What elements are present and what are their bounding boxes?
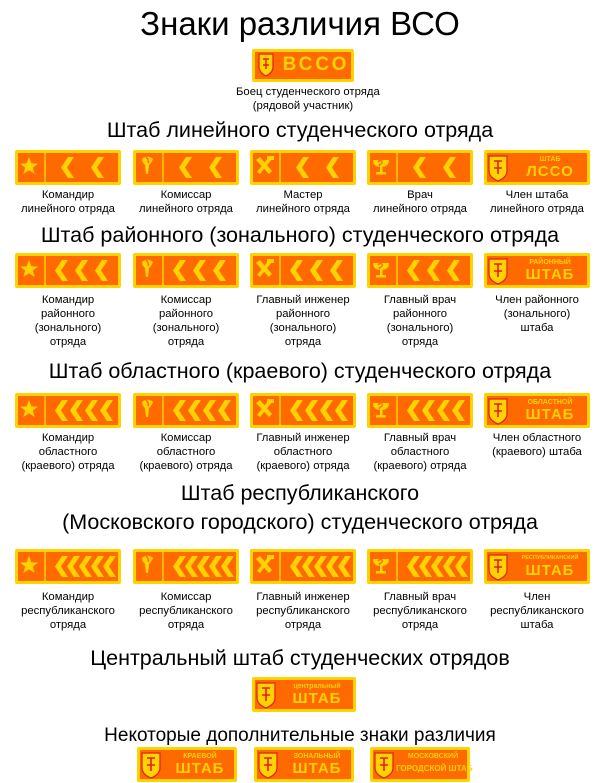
caption-line: (зонального) bbox=[503, 308, 571, 320]
caption-line: Член районного bbox=[495, 294, 579, 306]
caption-republican-2 bbox=[126, 590, 246, 632]
caption-linear-3 bbox=[243, 188, 363, 216]
section-heading-republican-line1: Штаб республиканского bbox=[180, 481, 420, 505]
badge-regional-member bbox=[484, 393, 590, 428]
caption-line: линейного отряда bbox=[490, 203, 584, 215]
section-heading-linear: Штаб линейного студенческого отряда bbox=[106, 118, 494, 142]
caption-line: Главный инженер bbox=[256, 591, 350, 603]
caption-line: районного bbox=[158, 308, 214, 320]
caption-line: отряда bbox=[167, 619, 205, 631]
badge-republican-2 bbox=[133, 549, 239, 584]
caption-line: отряда bbox=[49, 619, 87, 631]
badge-private bbox=[252, 49, 354, 82]
badge-small-text: РАЙОННЫЙ bbox=[529, 259, 571, 266]
caption-district-2 bbox=[126, 293, 246, 349]
caption-line: областного bbox=[156, 446, 216, 458]
section-heading-regional: Штаб областного (краевого) студенческого отряда bbox=[48, 359, 552, 383]
caption-regional-2 bbox=[126, 431, 246, 473]
badge-small-text: КРАЕВОЙ bbox=[183, 753, 217, 760]
badge-big-text: ШТАБ bbox=[525, 562, 575, 579]
badge-linear-2 bbox=[133, 150, 239, 185]
badge-regional-4 bbox=[367, 393, 473, 428]
vsso-emblem-icon bbox=[375, 753, 393, 778]
badge-big-text: ШТАБ bbox=[292, 760, 342, 777]
caption-line: Член штаба bbox=[505, 189, 569, 201]
section-heading-republican-line2: (Московского городского) студенческого отряда bbox=[62, 510, 538, 534]
badge-additional-2 bbox=[254, 747, 354, 782]
caption-line: областного bbox=[273, 446, 333, 458]
badge-big-text: ЛССО bbox=[526, 163, 574, 180]
badge-linear-3 bbox=[250, 150, 356, 185]
caption-line: Член bbox=[523, 591, 551, 603]
section-heading-district: Штаб районного (зонального) студенческого отряда bbox=[40, 223, 560, 247]
badge-republican-1 bbox=[15, 549, 121, 584]
caption-line: Командир bbox=[41, 591, 95, 603]
vsso-emblem-icon bbox=[489, 259, 507, 284]
badge-big-text: ГОРОДСКОЙ ШТАБ bbox=[396, 764, 473, 773]
caption-line: Комиссар bbox=[160, 189, 212, 201]
vsso-emblem-icon bbox=[259, 753, 277, 778]
caption-line: линейного отряда bbox=[139, 203, 233, 215]
caption-line: штаба bbox=[520, 619, 554, 631]
caption-line: линейного отряда bbox=[373, 203, 467, 215]
caption-line: районного bbox=[275, 308, 331, 320]
badge-text: ВССО bbox=[282, 54, 350, 75]
badge-regional-3 bbox=[250, 393, 356, 428]
badge-small-text: ЗОНАЛЬНЫЙ bbox=[293, 753, 341, 760]
caption-line: районного bbox=[392, 308, 448, 320]
caption-regional-3 bbox=[243, 431, 363, 473]
caption-private: Боец студенческого отряда (рядовой участник) bbox=[236, 86, 380, 112]
caption-line: (краевого) отряда bbox=[373, 460, 467, 472]
badge-regional-2 bbox=[133, 393, 239, 428]
badge-republican-4 bbox=[367, 549, 473, 584]
vsso-emblem-icon bbox=[489, 399, 507, 424]
caption-line: (краевого) штаба bbox=[492, 446, 582, 458]
badge-small-text: МОСКОВСКИЙ bbox=[407, 753, 459, 760]
badge-district-3 bbox=[250, 253, 356, 288]
badge-linear-4 bbox=[367, 150, 473, 185]
caption-regional-5 bbox=[477, 431, 597, 459]
caption-regional-1 bbox=[8, 431, 128, 473]
caption-line: Комиссар bbox=[160, 591, 212, 603]
badge-small-text: центральный bbox=[293, 683, 341, 690]
caption-line: Комиссар bbox=[160, 432, 212, 444]
vsso-emblem-icon bbox=[489, 156, 507, 181]
caption-linear-1 bbox=[8, 188, 128, 216]
caption-line: Мастер bbox=[283, 189, 323, 201]
vsso-emblem-icon bbox=[489, 555, 507, 580]
caption-line: линейного отряда bbox=[21, 203, 115, 215]
caption-line: (краевого) отряда bbox=[139, 460, 233, 472]
badge-big-text: ШТАБ bbox=[525, 266, 575, 283]
caption-linear-5 bbox=[477, 188, 597, 216]
caption-republican-5 bbox=[477, 590, 597, 632]
badge-small-text: ШТАБ bbox=[539, 156, 561, 163]
caption-linear-4 bbox=[360, 188, 480, 216]
badge-big-text: ШТАБ bbox=[525, 406, 575, 423]
caption-line: Главный врач bbox=[383, 294, 457, 306]
caption-line: Главный врач bbox=[383, 591, 457, 603]
badge-regional-1 bbox=[15, 393, 121, 428]
caption-line: Главный инженер bbox=[256, 294, 350, 306]
badge-big-text: ШТАБ bbox=[292, 690, 342, 707]
caption-line: областного bbox=[390, 446, 450, 458]
caption-line: отряда bbox=[401, 336, 439, 348]
badge-small-text: РЕСПУБЛИКАНСКИЙ bbox=[521, 555, 579, 561]
caption-line: Главный инженер bbox=[256, 432, 350, 444]
caption-regional-4 bbox=[360, 431, 480, 473]
caption-line: отряда bbox=[284, 619, 322, 631]
caption-line: районного bbox=[40, 308, 96, 320]
caption-line: (зонального) bbox=[269, 322, 337, 334]
caption-line: штаба bbox=[520, 322, 554, 334]
badge-additional-3 bbox=[370, 747, 473, 782]
caption-district-5 bbox=[477, 293, 597, 335]
caption-line: Командир bbox=[41, 432, 95, 444]
caption-republican-3 bbox=[243, 590, 363, 632]
caption-line: республиканского bbox=[373, 605, 467, 617]
badge-linear-1 bbox=[15, 150, 121, 185]
page-title: Знаки различия ВСО bbox=[140, 5, 460, 42]
caption-line: (зонального) bbox=[34, 322, 102, 334]
badge-republican-member bbox=[484, 549, 590, 584]
badge-district-2 bbox=[133, 253, 239, 288]
section-heading-central: Центральный штаб студенческих отрядов bbox=[90, 646, 510, 670]
caption-line: Главный врач bbox=[383, 432, 457, 444]
badge-district-member bbox=[484, 253, 590, 288]
caption-line: республиканского bbox=[256, 605, 350, 617]
caption-line: (краевого) отряда bbox=[256, 460, 350, 472]
caption-line: Командир bbox=[41, 294, 95, 306]
badge-republican-3 bbox=[250, 549, 356, 584]
caption-linear-2 bbox=[126, 188, 246, 216]
caption-line: республиканского bbox=[21, 605, 115, 617]
caption-line: (зонального) bbox=[386, 322, 454, 334]
caption-district-4 bbox=[360, 293, 480, 349]
caption-district-3 bbox=[243, 293, 363, 349]
caption-line: республиканского bbox=[490, 605, 584, 617]
caption-line: отряда bbox=[284, 336, 322, 348]
caption-line: отряда bbox=[401, 619, 439, 631]
caption-republican-4 bbox=[360, 590, 480, 632]
badge-additional-1 bbox=[137, 747, 237, 782]
vsso-emblem-icon bbox=[257, 683, 275, 708]
badge-big-text: ШТАБ bbox=[175, 760, 225, 777]
section-heading-additional: Некоторые дополнительные знаки различия bbox=[104, 725, 496, 746]
vsso-emblem-icon bbox=[142, 753, 160, 778]
caption-line: отряда bbox=[167, 336, 205, 348]
caption-line: Комиссар bbox=[160, 294, 212, 306]
caption-line: (зонального) bbox=[152, 322, 220, 334]
caption-line: республиканского bbox=[139, 605, 233, 617]
caption-line: Член областного bbox=[492, 432, 582, 444]
badge-district-1 bbox=[15, 253, 121, 288]
caption-line: линейного отряда bbox=[256, 203, 350, 215]
caption-line: Командир bbox=[41, 189, 95, 201]
badge-small-text: ОБЛАСТНОЙ bbox=[527, 399, 573, 406]
caption-line: отряда bbox=[49, 336, 87, 348]
caption-district-1 bbox=[8, 293, 128, 349]
badge-central bbox=[252, 677, 356, 712]
badge-district-4 bbox=[367, 253, 473, 288]
caption-line: областного bbox=[38, 446, 98, 458]
caption-republican-1 bbox=[8, 590, 128, 632]
caption-line: (краевого) отряда bbox=[21, 460, 115, 472]
badge-linear-member bbox=[484, 150, 590, 185]
caption-line: Врач bbox=[407, 189, 433, 201]
